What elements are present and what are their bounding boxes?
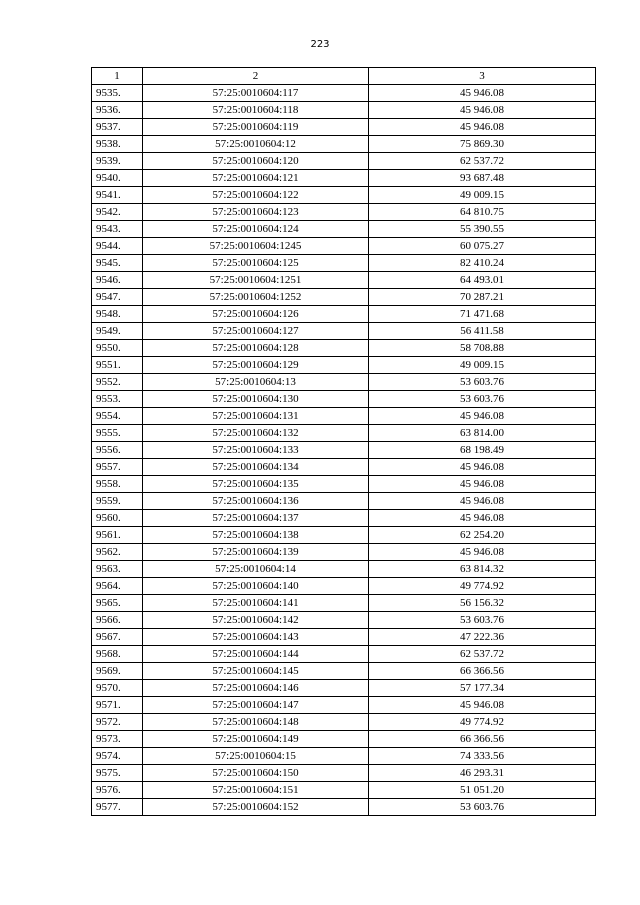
column-header-1: 1	[92, 68, 143, 85]
row-number-cell: 9554.	[92, 408, 143, 425]
value-cell: 45 946.08	[369, 476, 596, 493]
value-cell: 56 411.58	[369, 323, 596, 340]
value-cell: 47 222.36	[369, 629, 596, 646]
row-number-cell: 9576.	[92, 782, 143, 799]
row-number-cell: 9564.	[92, 578, 143, 595]
row-number-cell: 9544.	[92, 238, 143, 255]
value-cell: 53 603.76	[369, 391, 596, 408]
table-row	[92, 714, 596, 731]
row-number-cell: 9562.	[92, 544, 143, 561]
table-row	[92, 663, 596, 680]
row-number-cell: 9565.	[92, 595, 143, 612]
value-cell: 49 774.92	[369, 714, 596, 731]
cadastral-number-cell: 57:25:0010604:124	[143, 221, 369, 238]
cadastral-number-cell: 57:25:0010604:14	[143, 561, 369, 578]
value-cell: 45 946.08	[369, 697, 596, 714]
value-cell: 55 390.55	[369, 221, 596, 238]
row-number-cell: 9537.	[92, 119, 143, 136]
cadastral-number-cell: 57:25:0010604:120	[143, 153, 369, 170]
value-cell: 66 366.56	[369, 663, 596, 680]
cadastral-number-cell: 57:25:0010604:1245	[143, 238, 369, 255]
value-cell: 45 946.08	[369, 102, 596, 119]
value-cell: 70 287.21	[369, 289, 596, 306]
row-number-cell: 9566.	[92, 612, 143, 629]
cadastral-number-cell: 57:25:0010604:140	[143, 578, 369, 595]
value-cell: 93 687.48	[369, 170, 596, 187]
value-cell: 49 009.15	[369, 187, 596, 204]
value-cell: 62 537.72	[369, 153, 596, 170]
cadastral-number-cell: 57:25:0010604:12	[143, 136, 369, 153]
cadastral-number-cell: 57:25:0010604:119	[143, 119, 369, 136]
row-number-cell: 9551.	[92, 357, 143, 374]
row-number-cell: 9545.	[92, 255, 143, 272]
table-row	[92, 561, 596, 578]
table-row	[92, 306, 596, 323]
row-number-cell: 9555.	[92, 425, 143, 442]
table-row	[92, 629, 596, 646]
cadastral-number-cell: 57:25:0010604:152	[143, 799, 369, 816]
row-number-cell: 9539.	[92, 153, 143, 170]
row-number-cell: 9559.	[92, 493, 143, 510]
value-cell: 82 410.24	[369, 255, 596, 272]
row-number-cell: 9541.	[92, 187, 143, 204]
row-number-cell: 9546.	[92, 272, 143, 289]
cadastral-number-cell: 57:25:0010604:13	[143, 374, 369, 391]
cadastral-number-cell: 57:25:0010604:126	[143, 306, 369, 323]
value-cell: 45 946.08	[369, 544, 596, 561]
table-row	[92, 238, 596, 255]
value-cell: 45 946.08	[369, 493, 596, 510]
table-row	[92, 323, 596, 340]
value-cell: 46 293.31	[369, 765, 596, 782]
table-row	[92, 187, 596, 204]
value-cell: 51 051.20	[369, 782, 596, 799]
cadastral-number-cell: 57:25:0010604:125	[143, 255, 369, 272]
row-number-cell: 9563.	[92, 561, 143, 578]
cadastral-number-cell: 57:25:0010604:134	[143, 459, 369, 476]
row-number-cell: 9535.	[92, 85, 143, 102]
table-row	[92, 612, 596, 629]
row-number-cell: 9569.	[92, 663, 143, 680]
cadastral-number-cell: 57:25:0010604:132	[143, 425, 369, 442]
cadastral-number-cell: 57:25:0010604:136	[143, 493, 369, 510]
cadastral-number-cell: 57:25:0010604:143	[143, 629, 369, 646]
value-cell: 56 156.32	[369, 595, 596, 612]
value-cell: 45 946.08	[369, 119, 596, 136]
value-cell: 57 177.34	[369, 680, 596, 697]
table-row	[92, 153, 596, 170]
table-row	[92, 204, 596, 221]
row-number-cell: 9553.	[92, 391, 143, 408]
cadastral-number-cell: 57:25:0010604:130	[143, 391, 369, 408]
cadastral-number-cell: 57:25:0010604:151	[143, 782, 369, 799]
table-row	[92, 425, 596, 442]
value-cell: 58 708.88	[369, 340, 596, 357]
row-number-cell: 9572.	[92, 714, 143, 731]
cadastral-number-cell: 57:25:0010604:127	[143, 323, 369, 340]
cadastral-number-cell: 57:25:0010604:150	[143, 765, 369, 782]
value-cell: 45 946.08	[369, 85, 596, 102]
page-number: 223	[310, 39, 330, 50]
row-number-cell: 9571.	[92, 697, 143, 714]
table-row	[92, 459, 596, 476]
table-row	[92, 170, 596, 187]
row-number-cell: 9570.	[92, 680, 143, 697]
table-row	[92, 799, 596, 816]
cadastral-number-cell: 57:25:0010604:15	[143, 748, 369, 765]
row-number-cell: 9560.	[92, 510, 143, 527]
row-number-cell: 9549.	[92, 323, 143, 340]
cadastral-number-cell: 57:25:0010604:147	[143, 697, 369, 714]
cadastral-number-cell: 57:25:0010604:141	[143, 595, 369, 612]
row-number-cell: 9574.	[92, 748, 143, 765]
row-number-cell: 9557.	[92, 459, 143, 476]
table-row	[92, 289, 596, 306]
value-cell: 64 810.75	[369, 204, 596, 221]
cadastral-number-cell: 57:25:0010604:128	[143, 340, 369, 357]
value-cell: 66 366.56	[369, 731, 596, 748]
table-header	[92, 68, 596, 85]
cadastral-number-cell: 57:25:0010604:142	[143, 612, 369, 629]
row-number-cell: 9548.	[92, 306, 143, 323]
table-row	[92, 476, 596, 493]
row-number-cell: 9568.	[92, 646, 143, 663]
row-number-cell: 9577.	[92, 799, 143, 816]
table-row	[92, 272, 596, 289]
cadastral-number-cell: 57:25:0010604:1251	[143, 272, 369, 289]
value-cell: 53 603.76	[369, 612, 596, 629]
row-number-cell: 9556.	[92, 442, 143, 459]
row-number-cell: 9558.	[92, 476, 143, 493]
value-cell: 64 493.01	[369, 272, 596, 289]
value-cell: 45 946.08	[369, 408, 596, 425]
table-row	[92, 255, 596, 272]
table-row	[92, 493, 596, 510]
table-row	[92, 748, 596, 765]
value-cell: 53 603.76	[369, 799, 596, 816]
table-row	[92, 340, 596, 357]
table-row	[92, 782, 596, 799]
cadastral-number-cell: 57:25:0010604:148	[143, 714, 369, 731]
value-cell: 49 774.92	[369, 578, 596, 595]
row-number-cell: 9543.	[92, 221, 143, 238]
table-row	[92, 578, 596, 595]
row-number-cell: 9575.	[92, 765, 143, 782]
column-header-2: 2	[143, 68, 369, 85]
table-row	[92, 102, 596, 119]
cadastral-number-cell: 57:25:0010604:121	[143, 170, 369, 187]
cadastral-number-cell: 57:25:0010604:118	[143, 102, 369, 119]
cadastral-number-cell: 57:25:0010604:137	[143, 510, 369, 527]
table-body	[92, 85, 596, 816]
table-row	[92, 391, 596, 408]
row-number-cell: 9552.	[92, 374, 143, 391]
value-cell: 60 075.27	[369, 238, 596, 255]
row-number-cell: 9538.	[92, 136, 143, 153]
table-row	[92, 680, 596, 697]
value-cell: 75 869.30	[369, 136, 596, 153]
registry-table	[91, 67, 596, 816]
table-row	[92, 527, 596, 544]
value-cell: 63 814.32	[369, 561, 596, 578]
header-row	[92, 68, 596, 85]
table-row	[92, 731, 596, 748]
table-row	[92, 765, 596, 782]
cadastral-number-cell: 57:25:0010604:131	[143, 408, 369, 425]
cadastral-number-cell: 57:25:0010604:123	[143, 204, 369, 221]
row-number-cell: 9547.	[92, 289, 143, 306]
value-cell: 74 333.56	[369, 748, 596, 765]
value-cell: 45 946.08	[369, 459, 596, 476]
row-number-cell: 9567.	[92, 629, 143, 646]
cadastral-number-cell: 57:25:0010604:146	[143, 680, 369, 697]
cadastral-number-cell: 57:25:0010604:149	[143, 731, 369, 748]
value-cell: 71 471.68	[369, 306, 596, 323]
value-cell: 62 254.20	[369, 527, 596, 544]
column-header-3: 3	[369, 68, 596, 85]
table-row	[92, 510, 596, 527]
table-row	[92, 357, 596, 374]
cadastral-number-cell: 57:25:0010604:139	[143, 544, 369, 561]
row-number-cell: 9540.	[92, 170, 143, 187]
table-row	[92, 85, 596, 102]
cadastral-number-cell: 57:25:0010604:122	[143, 187, 369, 204]
table-row	[92, 442, 596, 459]
row-number-cell: 9542.	[92, 204, 143, 221]
row-number-cell: 9573.	[92, 731, 143, 748]
table-row	[92, 374, 596, 391]
value-cell: 63 814.00	[369, 425, 596, 442]
row-number-cell: 9536.	[92, 102, 143, 119]
cadastral-number-cell: 57:25:0010604:129	[143, 357, 369, 374]
cadastral-number-cell: 57:25:0010604:117	[143, 85, 369, 102]
cadastral-number-cell: 57:25:0010604:145	[143, 663, 369, 680]
table-row	[92, 595, 596, 612]
value-cell: 45 946.08	[369, 510, 596, 527]
value-cell: 68 198.49	[369, 442, 596, 459]
value-cell: 49 009.15	[369, 357, 596, 374]
cadastral-number-cell: 57:25:0010604:133	[143, 442, 369, 459]
value-cell: 62 537.72	[369, 646, 596, 663]
cadastral-number-cell: 57:25:0010604:144	[143, 646, 369, 663]
table-row	[92, 544, 596, 561]
cadastral-number-cell: 57:25:0010604:1252	[143, 289, 369, 306]
table-row	[92, 408, 596, 425]
row-number-cell: 9550.	[92, 340, 143, 357]
cadastral-number-cell: 57:25:0010604:135	[143, 476, 369, 493]
table-row	[92, 221, 596, 238]
table-row	[92, 136, 596, 153]
cadastral-number-cell: 57:25:0010604:138	[143, 527, 369, 544]
value-cell: 53 603.76	[369, 374, 596, 391]
table-row	[92, 646, 596, 663]
table-row	[92, 119, 596, 136]
row-number-cell: 9561.	[92, 527, 143, 544]
table-row	[92, 697, 596, 714]
